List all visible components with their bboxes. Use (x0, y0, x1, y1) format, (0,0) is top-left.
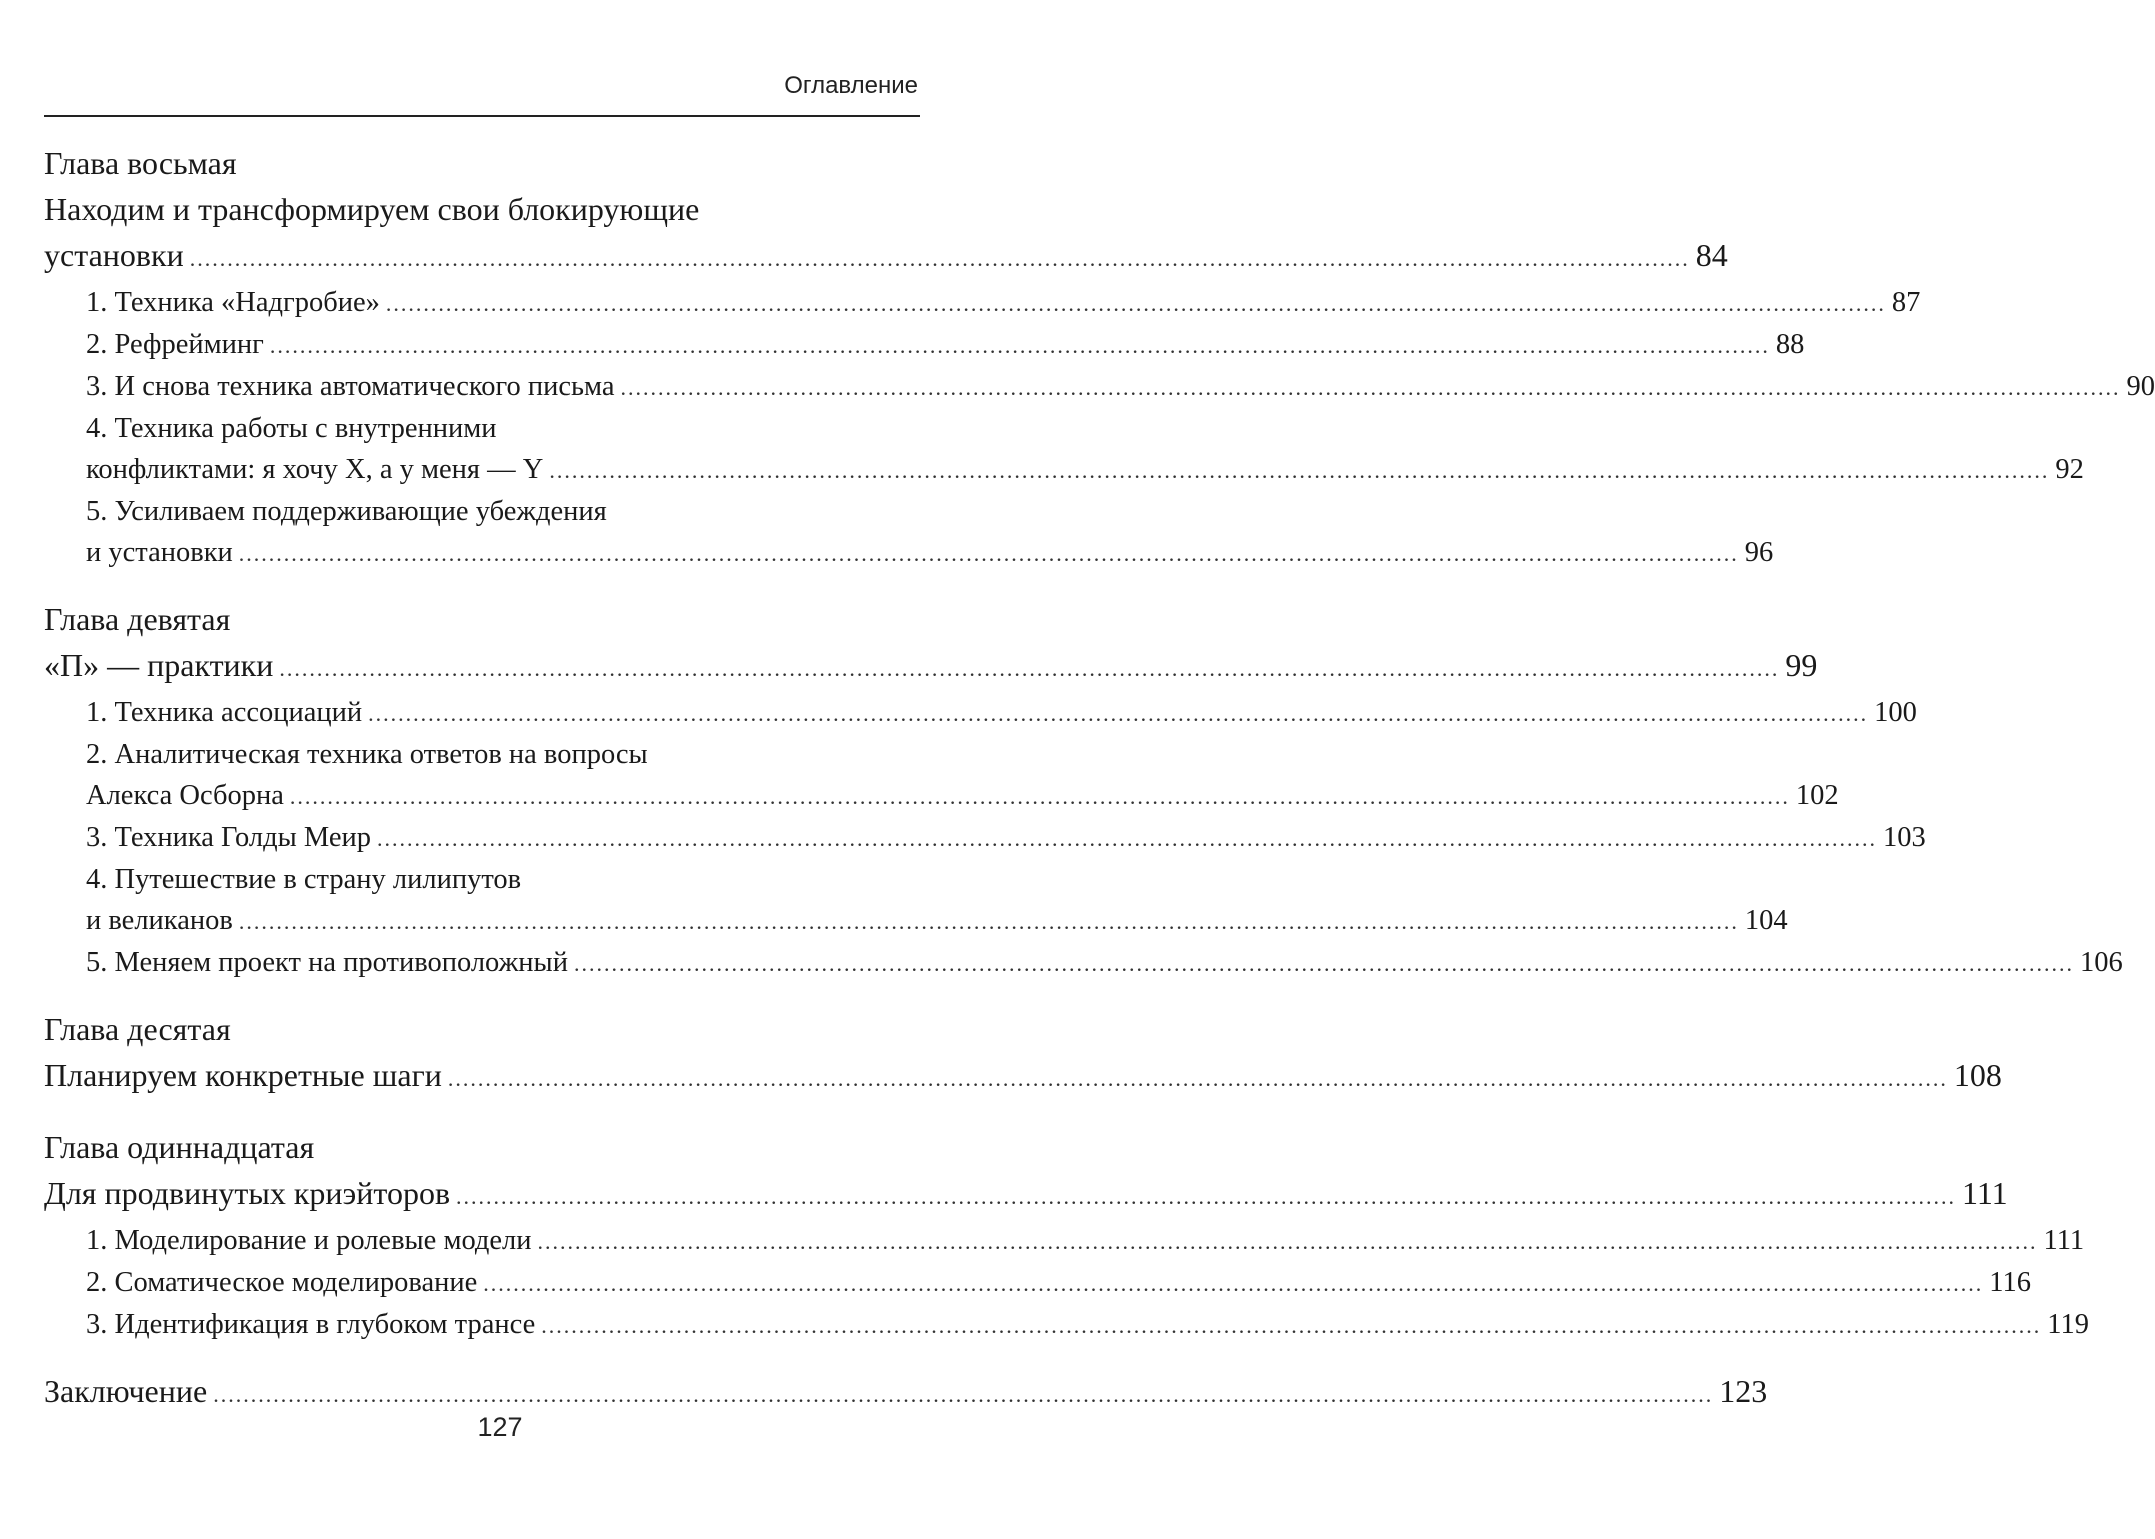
entry-title: 3. Техника Голды Меир (86, 822, 371, 853)
page-ref: 88 (1775, 329, 1805, 360)
conclusion-title: Заключение (44, 1373, 208, 1409)
chapter-title-line: Находим и трансформируем свои блокирующие (44, 191, 700, 227)
toc-entry[interactable] (44, 1220, 2085, 1262)
entry-title: и установки (86, 537, 233, 568)
toc-entry[interactable] (44, 900, 1788, 942)
dot-leader: ........................................................................................................................................................................................................ (541, 1313, 2042, 1338)
dot-leader: ........................................................................................................................................................................................................ (189, 246, 1690, 271)
page-ref: 96 (1744, 537, 1774, 568)
entry-title: 1. Техника ассоциаций (86, 697, 363, 728)
toc-entry[interactable] (44, 366, 2155, 408)
toc-entry[interactable] (44, 817, 1926, 859)
dot-leader: ........................................................................................................................................................................................................ (549, 458, 2050, 483)
dot-leader: ........................................................................................................................................................................................................ (573, 951, 2074, 976)
dot-leader: ........................................................................................................................................................................................................ (368, 701, 1869, 726)
page-ref: 104 (1744, 905, 1788, 936)
chapter-spacer (44, 984, 920, 1006)
entry-title-line: 4. Путешествие в страну лилипутов (86, 864, 522, 895)
chapter-label: Глава девятая (44, 601, 231, 637)
toc-entry[interactable] (44, 775, 1839, 817)
page-ref: 106 (2079, 947, 2123, 978)
page-ref: 111 (1962, 1175, 2008, 1211)
dot-leader: ........................................................................................................................................................................................................ (456, 1184, 1957, 1209)
chapter-label: Глава десятая (44, 1011, 231, 1047)
chapter-title-line: Для продвинутых криэйторов (44, 1175, 451, 1211)
toc-entry[interactable] (44, 692, 1917, 734)
entry-title: конфликтами: я хочу X, а у меня — Y (86, 454, 544, 485)
entry-title: 5. Меняем проект на противоположный (86, 947, 568, 978)
dot-leader: ........................................................................................................................................................................................................ (238, 909, 1739, 934)
entry-title: Алекса Осборна (86, 780, 284, 811)
page-ref: 111 (2043, 1225, 2085, 1256)
page-ref: 99 (1785, 647, 1818, 683)
entry-title-line: 5. Усиливаем поддерживающие убеждения (86, 496, 607, 527)
page-ref: 123 (1719, 1373, 1768, 1409)
entry-title: 3. Идентификация в глубоком трансе (86, 1309, 536, 1340)
entry-title: 2. Соматическое моделирование (86, 1267, 478, 1298)
entry-title: 3. И снова техника автоматического письма (86, 371, 615, 402)
entry-title: 2. Рефрейминг (86, 329, 264, 360)
dot-leader: ........................................................................................................................................................................................................ (289, 784, 1790, 809)
toc-entry-chapter[interactable] (44, 1170, 2008, 1220)
page-ref: 87 (1891, 287, 1921, 318)
page-ref: 119 (2047, 1309, 2089, 1340)
toc-entry-chapter[interactable] (44, 232, 1728, 282)
page-ref: 108 (1953, 1057, 2002, 1093)
toc-entry[interactable] (44, 1262, 2031, 1304)
chapter-label: Глава восьмая (44, 145, 237, 181)
chapter-10 (44, 1006, 2002, 1102)
chapter-spacer (44, 1346, 920, 1368)
dot-leader: ........................................................................................................................................................................................................ (483, 1271, 1984, 1296)
dot-leader: ........................................................................................................................................................................................................ (620, 375, 2121, 400)
dot-leader: ........................................................................................................................................................................................................ (385, 291, 1886, 316)
entry-title: 1. Моделирование и ролевые модели (86, 1225, 532, 1256)
entry-title-line: 2. Аналитическая техника ответов на вопросы (86, 739, 648, 770)
toc-entry-conclusion[interactable] (44, 1368, 1768, 1418)
chapter-9 (44, 596, 2123, 984)
page-ref: 102 (1795, 780, 1839, 811)
entry-title: и великанов (86, 905, 233, 936)
page-ref: 92 (2055, 454, 2084, 485)
entry-title: 1. Техника «Надгробие» (86, 287, 380, 318)
dot-leader: ........................................................................................................................................................................................................ (238, 541, 1739, 566)
chapter-title-line: Планируем конкретные шаги (44, 1057, 442, 1093)
chapter-spacer (44, 1102, 920, 1124)
chapter-11 (44, 1124, 2089, 1346)
page-ref: 103 (1883, 822, 1926, 853)
page-ref: 90 (2126, 371, 2155, 402)
table-of-contents (44, 140, 2155, 1418)
page-number: 127 (477, 1412, 523, 1442)
chapter-label: Глава одиннадцатая (44, 1129, 315, 1165)
dot-leader: ........................................................................................................................................................................................................ (279, 656, 1780, 681)
toc-entry-chapter[interactable] (44, 642, 1818, 692)
chapter-title-line: «П» — практики (44, 647, 274, 683)
toc-entry[interactable] (44, 1304, 2089, 1346)
dot-leader: ........................................................................................................................................................................................................ (269, 333, 1770, 358)
dot-leader: ........................................................................................................................................................................................................ (377, 826, 1877, 851)
dot-leader: ........................................................................................................................................................................................................ (213, 1382, 1714, 1407)
toc-entry[interactable] (44, 532, 1774, 574)
chapter-8 (44, 140, 2155, 574)
toc-entry[interactable] (44, 942, 2123, 984)
toc-entry[interactable] (44, 282, 1921, 324)
dot-leader: ........................................................................................................................................................................................................ (447, 1066, 1948, 1091)
toc-entry[interactable] (44, 324, 1805, 366)
toc-entry-chapter[interactable] (44, 1052, 2002, 1102)
page-ref: 116 (1989, 1267, 2031, 1298)
dot-leader: ........................................................................................................................................................................................................ (537, 1229, 2038, 1254)
running-header: Оглавление (784, 72, 918, 99)
chapter-title-line: установки (44, 237, 184, 273)
page-ref: 84 (1695, 237, 1728, 273)
page-ref: 100 (1874, 697, 1917, 728)
toc-entry[interactable] (44, 449, 2084, 491)
header-rule (44, 115, 920, 117)
entry-title-line: 4. Техника работы с внутренними (86, 413, 497, 444)
chapter-spacer (44, 574, 920, 596)
